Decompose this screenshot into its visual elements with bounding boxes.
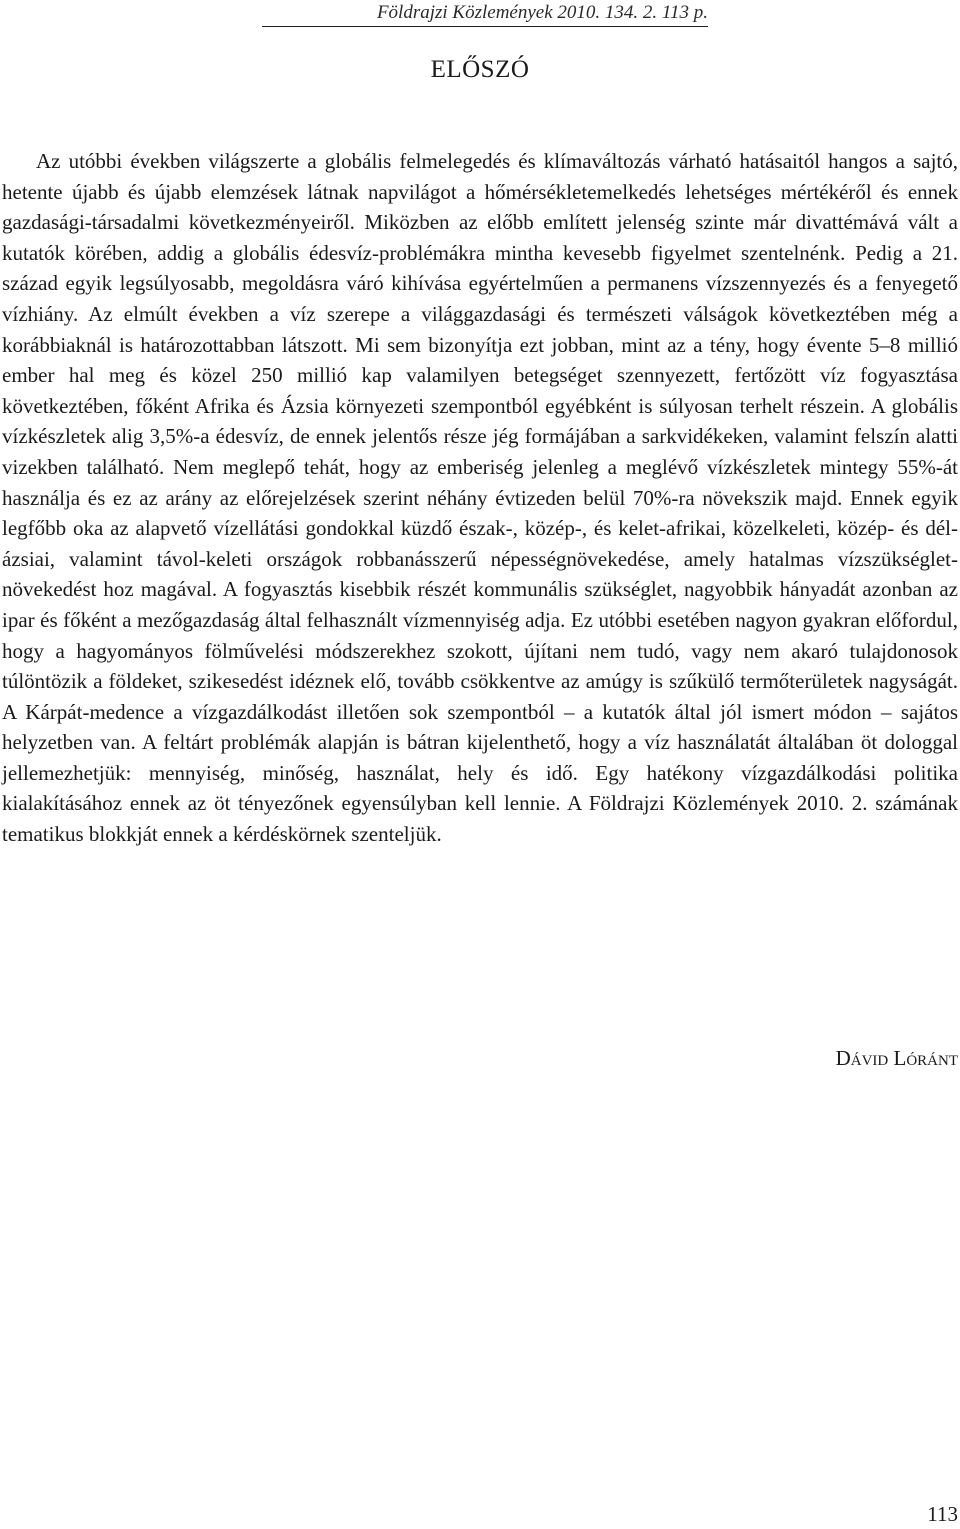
author-signature: Dávid Lóránt — [835, 1046, 958, 1070]
running-header: Földrajzi Közlemények 2010. 134. 2. 113 p. — [262, 2, 708, 27]
page-number: 113 — [927, 1502, 958, 1526]
page-title: ELŐSZÓ — [430, 56, 530, 83]
body-paragraph: Az utóbbi években világszerte a globális felmelegedés és klímaváltozás várható hatásaitól hangos a sajtó, hetente újabb és újabb elemzések látnak napvilágot a hőmérsékletemelkedés lehetséges mértékéről és ennek gazdasági-társadalmi következményeiről. Miközben az előbb említett jelenség szinte már divattémává vált a kutatók körében, addig a globális édesvíz-problémákra mintha kevesebb figyelmet szentelnénk. Pedig a 21. század egyik legsúlyosabb, megoldásra váró kihívása egyértelműen a permanens vízszennyezés és a fenyegető vízhiány. Az elmúlt években a víz szerepe a világgazdasági és természeti válságok következtében még a korábbiaknál is határozottabban látszott. Mi sem bizonyítja ezt jobban, mint az a tény, hogy évente 5–8 millió ember hal meg és közel 250 millió kap valamilyen betegséget szennyezett, fertőzött víz fogyasztása következtében, főként Afrika és Ázsia környezeti szempontból egyébként is súlyosan terhelt részein. A globális vízkészletek alig 3,5%-a édesvíz, de ennek jelentős része jég formájában a sarkvidékeken, valamint felszín alatti vizekben található. Nem meglepő tehát, hogy az emberiség jelenleg a meglévő vízkészletek mintegy 55%-át használja és ez az arány az előrejelzések szerint néhány évtizeden belül 70%-ra növekszik majd. Ennek egyik legfőbb oka az alapvető vízellátási gondokkal küzdő észak-, közép-, és kelet-afrikai, közelkeleti, közép- és dél-ázsiai, valamint távol-keleti országok robbanásszerű népességnövekedése, amely hatalmas vízszükséglet-növekedést hoz magával. A fogyasztás kisebbik részét kommunális szükséglet, nagyobbik hányadát azonban az ipar és főként a mezőgazdaság által felhasznált vízmennyiség adja. Ez utóbbi esetében nagyon gyakran előfordul, hogy a hagyományos fölművelési módszerekhez szokott, újítani nem tudó, vagy nem akaró tulajdonosok túlöntözik a földeket, szikesedést idéznek elő, tovább csökkentve az amúgy is szűkülő termőterületek nagyságát. A Kárpát-medence a vízgazdálkodást illetően sok szempontból – a kutatók által jól ismert módon – sajátos helyzetben van. A feltárt problémák alapján is bátran kijelenthető, hogy a víz használatát általában öt dologgal jellemezhetjük: mennyiség, minőség, használat, hely és idő. Egy hatékony vízgazdálkodási politika kialakításához ennek az öt tényezőnek egyensúlyban kell lennie. A Földrajzi Közlemények 2010. 2. számának tematikus blokkját ennek a kérdéskörnek szenteljük. — [2, 149, 958, 847]
